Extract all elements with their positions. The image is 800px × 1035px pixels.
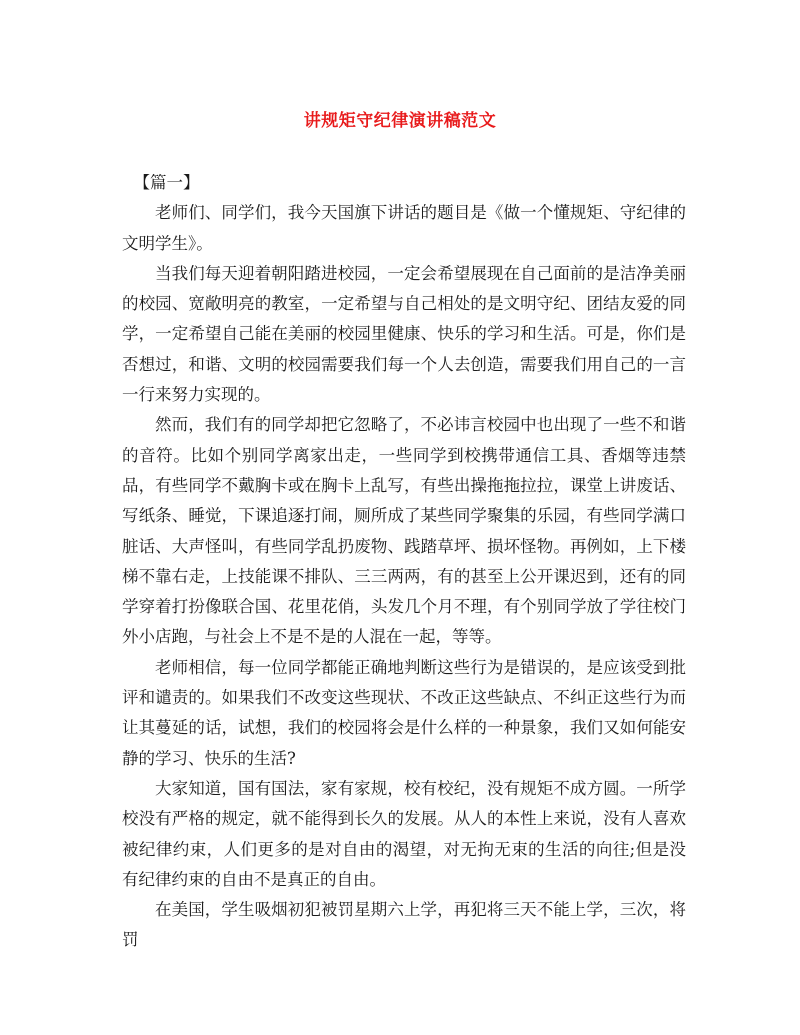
paragraph: 然而，我们有的同学却把它忽略了，不必讳言校园中也出现了一些不和谐的音符。比如个别同学离家出走，一些同学到校携带通信工具、香烟等违禁品，有些同学不戴胸卡或在胸卡上乱写，有些出操拖拖拉拉，课堂上讲废话、写纸条、睡觉，下课追逐打闹，厕所成了某些同学聚集的乐园，有些同学满口脏话、大声怪叫，有些同学乱扔废物、践踏草坪、损坏怪物。再例如，上下楼梯不靠右走，上技能课不排队、三三两两，有的甚至上公开课迟到，还有的同学穿着打扮像联合国、花里花俏，头发几个月不理，有个别同学放了学往校门外小店跑，与社会上不是不是的人混在一起，等等。 <box>122 415 686 647</box>
paragraph: 老师们、同学们，我今天国旗下讲话的题目是《做一个懂规矩、守纪律的文明学生》。 <box>122 203 686 253</box>
document-body <box>122 168 686 956</box>
paragraph: 老师相信，每一位同学都能正确地判断这些行为是错误的，是应该受到批评和谴责的。如果我们不改变这些现状、不改正这些缺点、不纠正这些行为而让其蔓延的话，试想，我们的校园将会是什么样的一种景象，我们又如何能安静的学习、快乐的生活? <box>122 657 686 768</box>
document-title: 讲规矩守纪律演讲稿范文 <box>303 111 497 131</box>
paragraph: 在美国，学生吸烟初犯被罚星期六上学，再犯将三天不能上学，三次，将罚 <box>122 900 686 950</box>
paragraph: 当我们每天迎着朝阳踏进校园，一定会希望展现在自己面前的是洁净美丽的校园、宽敞明亮的教室，一定希望与自己相处的是文明守纪、团结友爱的同学，一定希望自己能在美丽的校园里健康、快乐的学习和生活。可是，你们是否想过，和谐、文明的校园需要我们每一个人去创造，需要我们用自己的一言一行来努力实现的。 <box>122 263 686 405</box>
section-label: 【篇一】 <box>133 173 200 192</box>
paragraph: 大家知道，国有国法，家有家规，校有校纪，没有规矩不成方圆。一所学校没有严格的规定，就不能得到长久的发展。从人的本性上来说，没有人喜欢被纪律约束，人们更多的是对自由的渴望，对无拘无束的生活的向往;但是没有纪律约束的自由不是真正的自由。 <box>122 778 686 889</box>
